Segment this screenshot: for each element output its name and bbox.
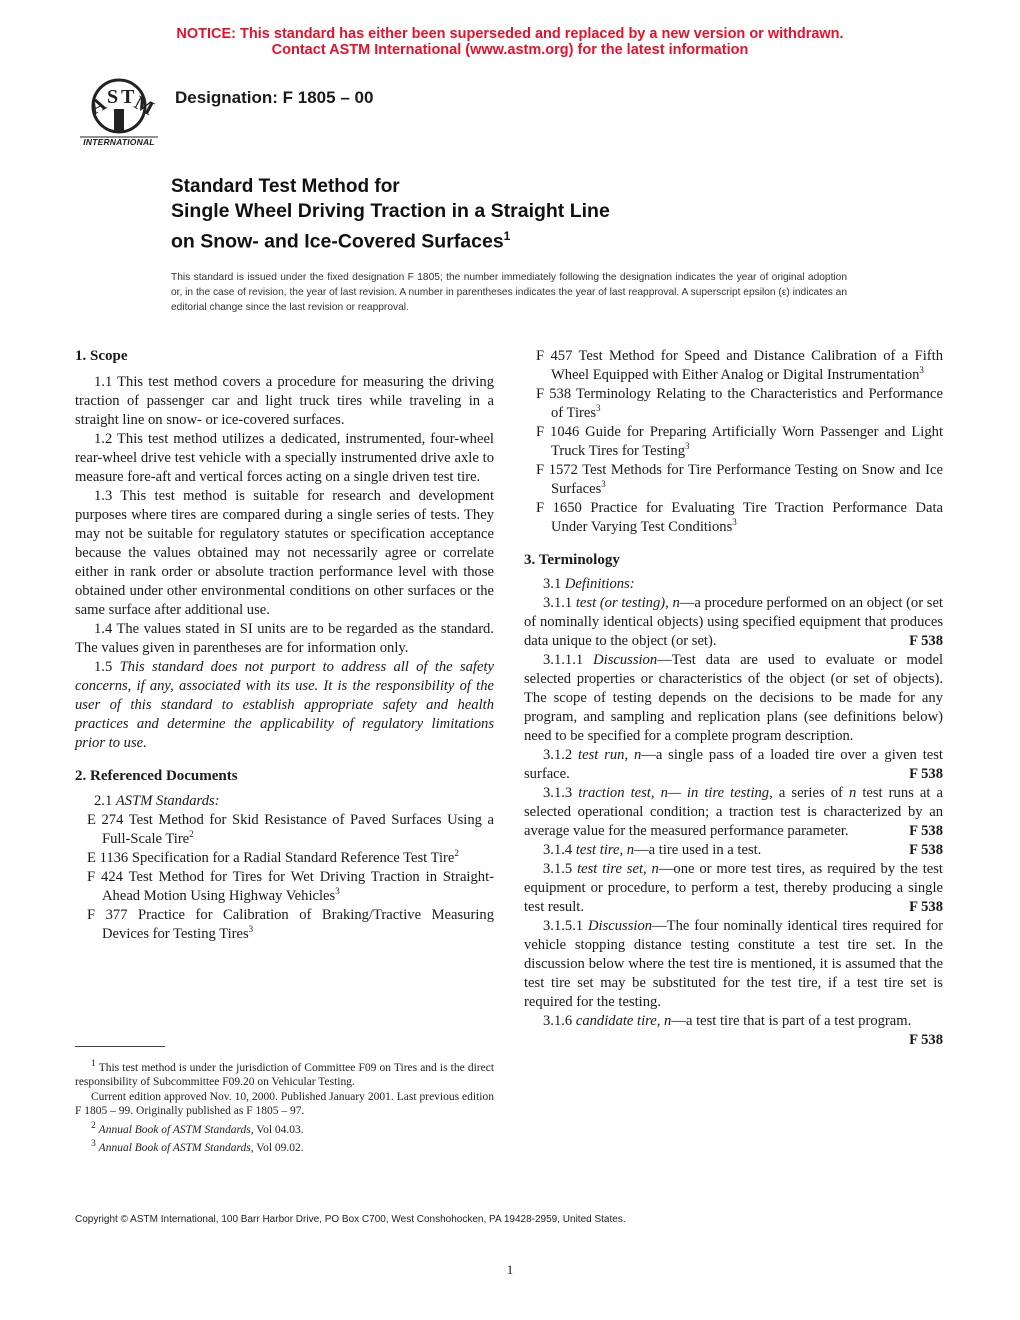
ref-f1046 (524, 423, 943, 461)
def-3-1-5 (524, 860, 943, 917)
logo-text: INTERNATIONAL (83, 137, 155, 147)
def-3-1-5-ref: F 538 (909, 899, 943, 915)
left-column (75, 347, 494, 944)
para-3-1-num: 3.1 (543, 576, 565, 592)
def-3-1-1-ref: F 538 (909, 633, 943, 649)
ref-e1136-text: E 1136 Specification for a Radial Standard Reference Test Tire (87, 850, 455, 866)
document-title (171, 174, 610, 255)
right-column (524, 347, 943, 1050)
def-3-1-6-num: 3.1.6 (543, 1013, 576, 1029)
ref-f457 (524, 347, 943, 385)
ref-f1650-sup: 3 (732, 517, 737, 528)
def-3-1-4-term: test tire, n (575, 842, 635, 858)
footnote-2-title: Annual Book of ASTM Standards (98, 1123, 251, 1136)
section-1-heading: 1. Scope (75, 348, 128, 364)
footnote-2-rest: , Vol 04.03. (250, 1123, 304, 1136)
notice-line-2: Contact ASTM International (www.astm.org) for the latest information (271, 42, 749, 58)
def-3-1-1-num: 3.1.1 (543, 595, 576, 611)
def-3-1-3-term: traction test, n— in tire testing, (578, 785, 773, 801)
def-3-1-5-num: 3.1.5 (543, 861, 578, 877)
ref-f1650 (524, 499, 943, 537)
def-3-1-2-num: 3.1.2 (543, 747, 579, 763)
def-3-1-3-n: n (848, 785, 857, 801)
footnote-1b: Current edition approved Nov. 10, 2000. Published January 2001. Last previous edition F 1805 – 99. Originally published as F 1805 – 97. (75, 1090, 494, 1118)
ref-e1136 (75, 849, 494, 868)
astm-logo (78, 76, 160, 148)
def-3-1-1-1-text: —Test data are used to evaluate or model selected properties or characteristics of the object (or set of objects). The scope of testing depends on the decisions to be made for any program, and sampling and replication plans (see definitions below) need to be specified for a complete program description. (524, 652, 943, 744)
para-1-5 (75, 658, 494, 753)
para-2-1-num: 2.1 (94, 793, 116, 809)
ref-f1572 (524, 461, 943, 499)
def-3-1-5-1-text: —The four nominally identical tires required for vehicle stopping distance testing constitute a test tire set. In the discussion below where the test tire is mentioned, it is assumed that the test tire set may be substituted for the test tire, if a test tire set is required for the testing. (524, 918, 943, 1010)
def-3-1-2 (524, 746, 943, 784)
footnote-1-mark: 1 (91, 1058, 96, 1069)
footnote-1 (75, 1057, 494, 1090)
def-3-1-4-ref: F 538 (909, 842, 943, 858)
para-1-4: 1.4 The values stated in SI units are to be regarded as the standard. The values given in parentheses are for information only. (75, 621, 494, 656)
ref-f377 (75, 906, 494, 944)
para-3-1 (524, 575, 943, 594)
ref-f457-sup: 3 (919, 365, 924, 376)
def-3-1-4-text: —a tire used in a test. (634, 842, 762, 858)
para-2-1 (75, 792, 494, 811)
para-3-1-text: Definitions: (564, 576, 635, 592)
def-3-1-5-text: —one or more test tires, as required by the test equipment or procedure, to perform a test, thereby producing a single test result. (524, 861, 943, 915)
ref-f538-sup: 3 (596, 403, 601, 414)
def-3-1-5-1-term: Discussion (588, 918, 653, 934)
def-3-1-1-term: test (or testing), n (575, 595, 680, 611)
def-3-1-2-term: test run, n (578, 747, 642, 763)
ref-e274 (75, 811, 494, 849)
def-3-1-1 (524, 594, 943, 651)
svg-text:S: S (107, 86, 119, 108)
copyright: Copyright © ASTM International, 100 Barr Harbor Drive, PO Box C700, West Conshohocken, PA 19428-2959, United States. (75, 1214, 626, 1225)
ref-f377-sup: 3 (248, 924, 254, 935)
def-3-1-6 (524, 1012, 943, 1048)
footnote-3-mark: 3 (91, 1138, 96, 1150)
para-1-1: 1.1 This test method covers a procedure for measuring the driving traction of passenger car and light truck tires while traveling in a straight line on snow- or ice-covered surfaces. (75, 374, 494, 428)
def-3-1-5-1 (524, 917, 943, 1012)
ref-f1046-sup: 3 (685, 441, 690, 452)
para-1-3: 1.3 This test method is suitable for research and development purposes where tires are compared during a single series of tests. They may not be suitable for regulatory statutes or specification acceptance because the values obtained may not necessarily agree or correlate either in rank order or absolute traction performance level with those obtained under other environmental conditions on other surfaces or the same surface after additional use. (75, 488, 494, 618)
ref-f1650-text: F 1650 Practice for Evaluating Tire Traction Performance Data Under Varying Test Conditions (536, 500, 943, 535)
designation: Designation: F 1805 – 00 (175, 88, 374, 107)
para-1-2: 1.2 This test method utilizes a dedicated, instrumented, four-wheel rear-wheel drive test vehicle with a specially instrumented drive axle to measure fore-aft and vertical forces acting on a single driven test tire. (75, 431, 494, 485)
title-footnote-mark: 1 (503, 229, 511, 243)
section-3-heading: 3. Terminology (524, 552, 620, 568)
def-3-1-6-term: candidate tire, n (575, 1013, 672, 1029)
def-3-1-4 (524, 841, 943, 860)
title-line-3 (171, 224, 610, 255)
section-2-heading: 2. Referenced Documents (75, 768, 238, 784)
ref-f538 (524, 385, 943, 423)
ref-e1136-sup: 2 (454, 848, 459, 859)
def-3-1-3-text-b: test runs at a selected operational condition; a traction test is characterized by an average value for the measured performance parameter. (524, 785, 943, 839)
title-line-3-text: on Snow- and Ice-Covered Surfaces (171, 230, 504, 253)
ref-f457-text: F 457 Test Method for Speed and Distance Calibration of a Fifth Wheel Equipped with Either Analog or Digital Instrumentation (536, 348, 943, 383)
ref-f424-text: F 424 Test Method for Tires for Wet Driving Traction in Straight-Ahead Motion Using Highway Vehicles (87, 869, 494, 904)
ref-f1572-text: F 1572 Test Methods for Tire Performance Testing on Snow and Ice Surfaces (536, 462, 943, 497)
footnote-divider (75, 1046, 165, 1047)
def-3-1-5-1-num: 3.1.5.1 (543, 918, 588, 934)
footnote-2-mark: 2 (91, 1119, 96, 1131)
ref-f424-sup: 3 (335, 886, 340, 897)
footnote-3-title: Annual Book of ASTM Standards (98, 1141, 251, 1154)
def-3-1-6-text: —a test tire that is part of a test program. (671, 1013, 912, 1029)
footnote-1-text: This test method is under the jurisdiction of Committee F09 on Tires and is the direct responsibility of Subcommittee F09.20 on Vehicular Testing. (75, 1061, 495, 1089)
svg-text:T: T (121, 86, 135, 108)
def-3-1-1-1-term: Discussion (593, 652, 658, 668)
ref-e274-sup: 2 (189, 829, 194, 840)
ref-f424 (75, 868, 494, 906)
ref-f1572-sup: 3 (601, 479, 606, 490)
def-3-1-1-text: —a procedure performed on an object (or set of nominally identical objects) using specified equipment that produces data unique to the object (or set). (524, 595, 943, 649)
ref-f1046-text: F 1046 Guide for Preparing Artificially Worn Passenger and Light Truck Tires for Testing (536, 424, 943, 459)
para-1-5-num: 1.5 (94, 659, 120, 675)
page-number: 1 (506, 1262, 514, 1277)
def-3-1-4-num: 3.1.4 (543, 842, 576, 858)
svg-text:M: M (130, 91, 158, 120)
issuance-note: This standard is issued under the fixed designation F 1805; the number immediately following the designation indicates the year of original adoption or, in the case of revision, the year of last revision. A number in parentheses indicates the year of last reapproval. A superscript epsilon (ε) indicates an editorial change since the last revision or reapproval. (171, 272, 847, 313)
def-3-1-2-text: —a single pass of a loaded tire over a given test surface. (524, 747, 943, 782)
def-3-1-3 (524, 784, 943, 841)
para-1-5-text: This standard does not purport to address all of the safety concerns, if any, associated with its use. It is the responsibility of the user of this standard to establish appropriate safety and health practices and determine the applicability of regulatory limitations prior to use. (75, 659, 494, 751)
footnote-3 (75, 1137, 494, 1155)
svg-text:A: A (86, 92, 110, 119)
def-3-1-1-1-num: 3.1.1.1 (543, 652, 594, 668)
footnote-2 (75, 1119, 494, 1137)
def-3-1-5-term: test tire set, n (577, 861, 659, 877)
ref-f377-text: F 377 Practice for Calibration of Braking/Tractive Measuring Devices for Testing Tires (87, 907, 494, 942)
def-3-1-3-ref: F 538 (909, 823, 943, 839)
def-3-1-3-num: 3.1.3 (543, 785, 579, 801)
para-2-1-text: ASTM Standards: (115, 793, 220, 809)
footnotes (75, 1057, 494, 1155)
def-3-1-2-ref: F 538 (909, 766, 943, 782)
ref-e274-text: E 274 Test Method for Skid Resistance of Paved Surfaces Using a Full-Scale Tire (87, 812, 494, 847)
footnote-3-rest: , Vol 09.02. (250, 1141, 304, 1154)
def-3-1-1-1 (524, 651, 943, 746)
title-line-2: Single Wheel Driving Traction in a Straight Line (171, 200, 610, 222)
def-3-1-3-text-a: a series of (772, 785, 849, 801)
notice-line-1: NOTICE: This standard has either been superseded and replaced by a new version or withdrawn. (176, 26, 844, 42)
ref-f538-text: F 538 Terminology Relating to the Characteristics and Performance of Tires (536, 386, 943, 421)
def-3-1-6-ref: F 538 (909, 1032, 943, 1048)
title-line-1: Standard Test Method for (171, 176, 400, 197)
